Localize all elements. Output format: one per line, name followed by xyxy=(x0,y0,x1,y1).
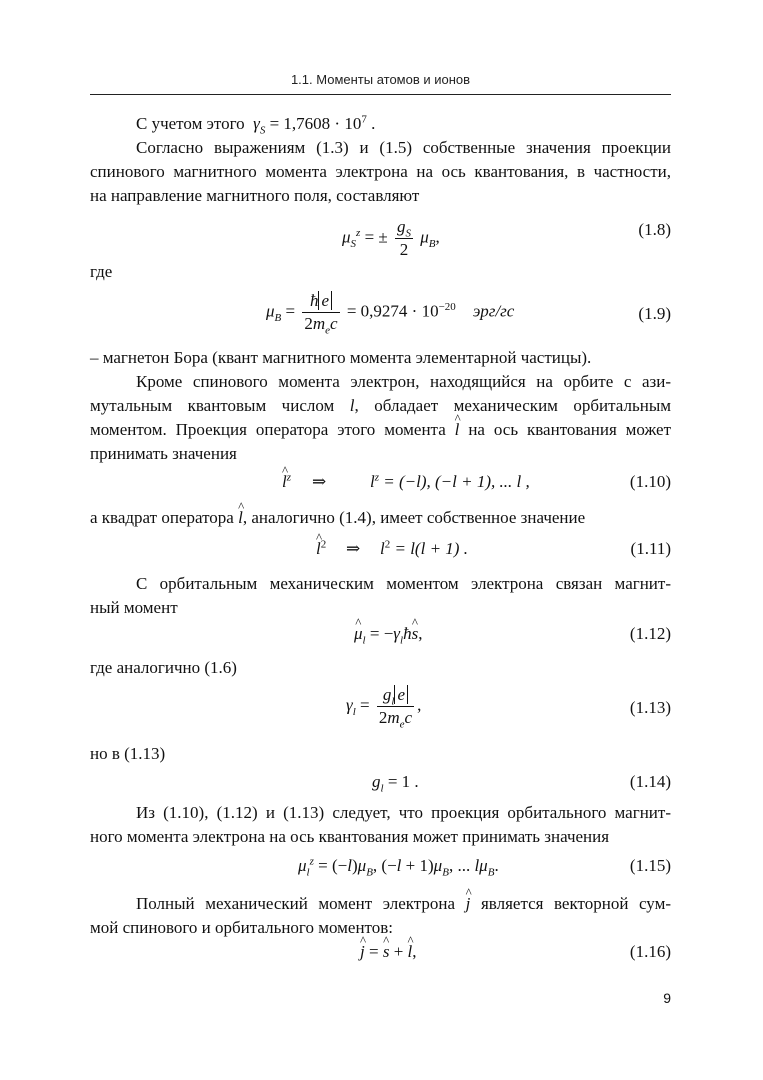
text-fragment: моментом. Проекция оператора этого момента xyxy=(90,420,446,439)
paragraph-line: но в (1.13) xyxy=(90,744,166,763)
equation-1-10: ^ $l^z$ xyxy=(282,470,291,494)
paragraph-line: на направление магнитного поля, составляют xyxy=(90,186,420,205)
equation-1-10-rhs: $l^z = (-l)$, (−l + 1), ... l , xyxy=(370,471,530,491)
paragraph-line: спинового магнитного момента электрона на ось квантования, в частности, xyxy=(90,162,671,181)
equation-number: (1.12) xyxy=(629,624,671,643)
paragraph-line: мутальным квантовым числом l, обладает механическим орбитальным xyxy=(90,396,671,415)
equation-number: (1.9) xyxy=(638,304,671,323)
paragraph-line: Кроме спинового момента электрон, находящийся на орбите с ази- xyxy=(136,372,671,391)
equation-number: (1.10) xyxy=(629,472,671,491)
header-rule xyxy=(90,94,671,95)
text-fragment: а квадрат оператора xyxy=(90,508,234,527)
paragraph-line: принимать значения xyxy=(90,444,237,463)
paragraph-line: – магнетон Бора (квант магнитного момента элементарной частицы). xyxy=(90,348,592,367)
equation-1-11: ^ $l^2$ xyxy=(316,537,326,561)
paragraph-gamma-s: С учетом этого $\gamma_S = 1,7608 \cdot 10^7$ . xyxy=(136,113,376,137)
g-factor-value: = 1 . xyxy=(387,772,419,791)
page-number: 9 xyxy=(663,990,671,1006)
text-fragment: , аналогично (1.4), имеет собственное значение xyxy=(242,508,586,527)
equation-number: (1.16) xyxy=(629,942,671,961)
gamma-s-value: = 1,7608 · 10 xyxy=(269,114,362,133)
text-fragment: на ось квантования может xyxy=(468,420,672,439)
eigenvalue: = l(l + 1) . xyxy=(394,539,468,558)
bohr-magneton-value: = 0,9274 · 10 xyxy=(346,301,439,321)
implies-arrow: ⇒ xyxy=(346,539,361,558)
equation-number: (1.13) xyxy=(629,698,671,717)
equation-number: (1.15) xyxy=(629,856,671,875)
paragraph-line: где аналогично (1.6) xyxy=(90,658,237,677)
text-fragment: Полный механический момент электрона xyxy=(136,894,456,913)
gamma-s-exponent: 7 xyxy=(361,113,367,126)
equation-1-14: $g_l = 1$ . xyxy=(372,772,419,795)
equation-1-13: $\gamma_l$ = $\frac{g_l e}{2m_ec}$ , xyxy=(346,685,422,731)
equation-1-16: ^ j = ^ s + ^ l, xyxy=(360,940,417,964)
equation-1-9: $\mu_B$ = $\frac{\text{ħ e}}{2m_ec}$ = $0,9274 \cdot 10^{-20}$ эрг/гс xyxy=(266,291,515,337)
equation-1-12: ^ $\mu_l$ = $-\gamma_lħ\^{}$ s, xyxy=(354,622,422,646)
paragraph-line: мой спинового и орбитального моментов: xyxy=(90,918,394,937)
unit-label: эрг/гс xyxy=(472,301,515,321)
paragraph-line: ного момента электрона на ось квантования может принимать значения xyxy=(90,827,610,846)
paragraph-line: С орбитальным механическим моментом электрона связан магнит- xyxy=(136,574,671,593)
paragraph-line: Полный механический момент электрона ^ j является векторной сум- xyxy=(90,892,671,916)
paragraph-line: а квадрат оператора ^ l, аналогично (1.4), имеет собственное значение xyxy=(90,506,585,530)
text-fragment: является векторной сум- xyxy=(480,894,672,913)
running-header: 1.1. Моменты атомов и ионов xyxy=(290,72,471,87)
paragraph-line: Из (1.10), (1.12) и (1.13) следует, что проекция орбитального магнит- xyxy=(136,803,671,822)
paragraph-line: Согласно выражениям (1.3) и (1.5) собственные значения проекции xyxy=(136,138,671,157)
projection-values: = (−l), (−l + 1), ... l , xyxy=(383,472,530,491)
equation-1-8: $\mu_S^z$ = ± $\frac{g_S}{2}$ $\mu_B$, xyxy=(342,217,440,259)
bohr-magneton-exponent: −20 xyxy=(438,300,456,313)
paragraph-line: где xyxy=(90,262,113,281)
paragraph-line: моментом. Проекция оператора этого момента ^ l на ось квантования может xyxy=(90,418,671,442)
equation-1-15: $\mu_l^z = (-l)\mu_B$, $(-l + 1)\mu_B$, ... $l\mu_B$. xyxy=(298,855,499,879)
equation-1-11-rhs: $l^2 = l(l + 1)$ . xyxy=(380,538,468,558)
equation-number: (1.11) xyxy=(630,539,671,558)
paragraph-line: ный момент xyxy=(90,598,178,617)
implies-arrow: ⇒ xyxy=(312,472,327,491)
equation-number: (1.8) xyxy=(638,220,671,239)
text-fragment: мутальным квантовым числом xyxy=(90,396,335,415)
text-fragment: С учетом этого xyxy=(136,114,245,133)
equation-number: (1.14) xyxy=(629,772,671,791)
text-fragment: , обладает механическим орбитальным xyxy=(354,396,671,415)
